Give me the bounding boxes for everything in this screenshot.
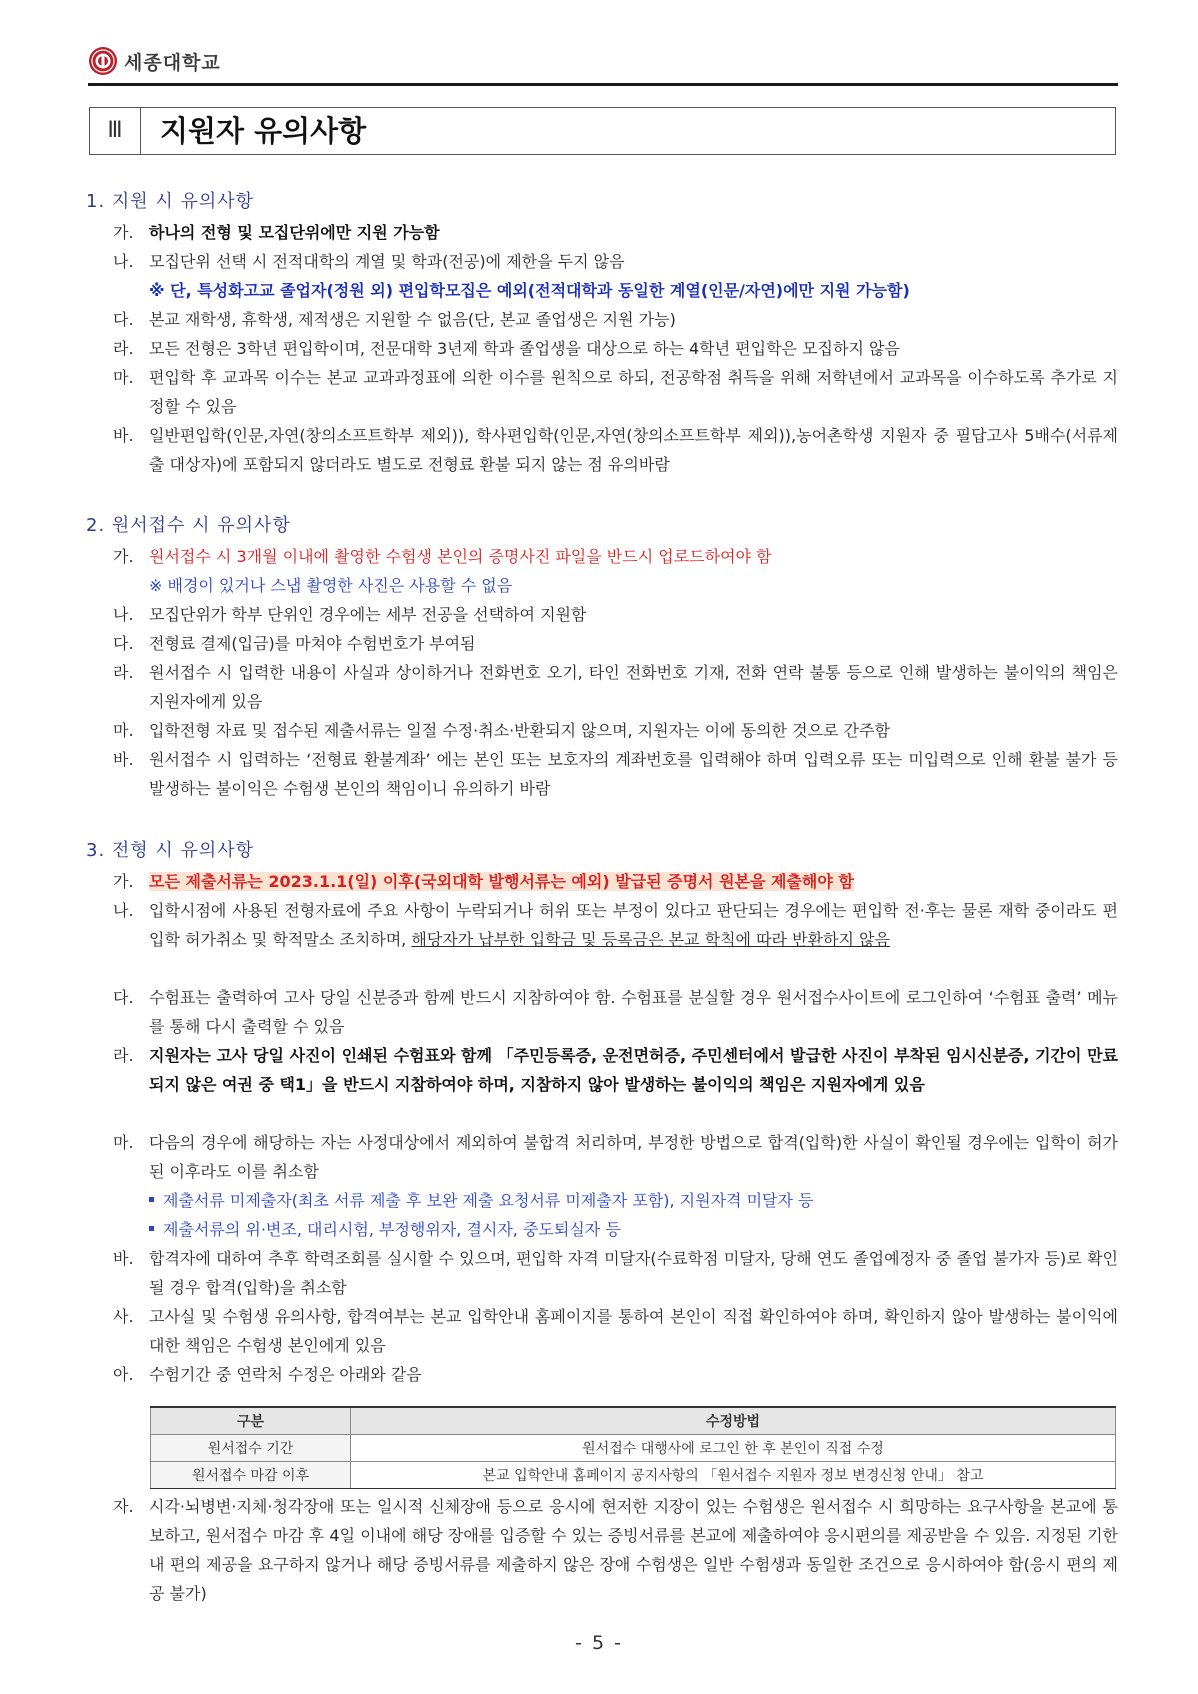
s3-item-ja [113, 1492, 1118, 1608]
underlined-text: 해당자가 납부한 입학금 및 등록금은 본교 학칙에 따라 반환하지 않음 [411, 930, 890, 949]
s3-item-ba [113, 1244, 1118, 1302]
item-text: 입학전형 자료 및 접수된 제출서류는 일절 수정·취소·반환되지 않으며, 지원자는 이에 동의한 것으로 간주함 [149, 721, 890, 740]
s3-item-na [113, 896, 1118, 954]
item-marker: 사. [113, 1307, 134, 1326]
bullet-text: 제출서류의 위·변조, 대리시험, 부정행위자, 결시자, 중도퇴실자 등 [163, 1220, 621, 1239]
item-marker: 아. [113, 1365, 134, 1384]
item-marker: 라. [113, 1046, 134, 1065]
s3-item-da [113, 983, 1118, 1041]
s3-item-ga [113, 867, 1118, 896]
s1-item-ga [113, 218, 1118, 247]
item-marker: 라. [113, 663, 134, 682]
item-marker: 다. [113, 310, 134, 329]
item-text: 원서접수 시 입력하는 ‘전형료 환불계좌’ 에는 본인 또는 보호자의 계좌번호를 입력해야 하며 입력오류 또는 미입력으로 인해 환불 불가 등 발생하는 불이익은 수험생 본인의 책임이니 유의하기 바람 [149, 750, 1118, 798]
item-marker: 나. [113, 605, 134, 624]
table-cell: 원서접수 대행사에 로그인 한 후 본인이 직접 수정 [351, 1435, 1116, 1462]
item-text: 원서접수 시 입력한 내용이 사실과 상이하거나 전화번호 오기, 타인 전화번호 기재, 전화 연락 불통 등으로 인해 발생하는 불이익의 책임은 지원자에게 있음 [149, 663, 1118, 711]
item-text: 일반편입학(인문,자연(창의소프트학부 제외)), 학사편입학(인문,자연(창의소프트학부 제외)),농어촌학생 지원자 중 필답고사 5배수(서류제출 대상자)에 포함되지 않더라도 별도로 전형료 환불 되지 않는 점 유의바람 [149, 426, 1118, 474]
table-header: 구분 [151, 1407, 351, 1435]
item-text: 하나의 전형 및 모집단위에만 지원 가능함 [149, 223, 440, 242]
s1-item-ma [113, 363, 1118, 421]
item-marker: 자. [113, 1497, 134, 1516]
item-marker: 다. [113, 988, 134, 1007]
highlighted-text: 모든 제출서류는 2023.1.1(일) 이후(국외대학 발행서류는 예외) 발급된 증명서 원본을 제출해야 함 [149, 872, 854, 891]
table-header-row [151, 1407, 1116, 1435]
s3-item-sa [113, 1302, 1118, 1360]
s2-item-ra [113, 658, 1118, 716]
item-marker: 가. [113, 223, 134, 242]
bullet-square-icon [149, 1226, 154, 1231]
s1-item-ra [113, 334, 1118, 363]
s2-item-na [113, 600, 1118, 629]
s3-bullet-1 [149, 1186, 813, 1215]
item-text: 모집단위 선택 시 전적대학의 계열 및 학과(전공)에 제한을 두지 않음 [149, 252, 625, 271]
s3-bullet-2 [149, 1215, 621, 1244]
bullet-square-icon [149, 1197, 154, 1202]
item-marker: 라. [113, 339, 134, 358]
section-title-box [89, 107, 1116, 155]
s3-item-ra [113, 1041, 1118, 1099]
item-text: 고사실 및 수험생 유의사항, 합격여부는 본교 입학안내 홈페이지를 통하여 본인이 직접 확인하여야 하며, 확인하지 않아 발생하는 불이익에 대한 책임은 수험생 본인에게 있음 [149, 1307, 1118, 1355]
item-text: 지원자는 고사 당일 사진이 인쇄된 수험표와 함께 「주민등록증, 운전면허증, 주민센터에서 발급한 사진이 부착된 임시신분증, 기간이 만료되지 않은 여권 중 택1」을 반드시 지참하여야 하며, 지참하지 않아 발생하는 불이익의 책임은 지원자에게 있음 [149, 1046, 1118, 1094]
page-number: - 5 - [575, 1632, 623, 1654]
university-seal-icon [88, 46, 118, 76]
item-text: 본교 재학생, 휴학생, 제적생은 지원할 수 없음(단, 본교 졸업생은 지원 가능) [149, 310, 676, 329]
s1-item-da [113, 305, 1118, 334]
item-marker: 마. [113, 721, 134, 740]
bullet-text: 제출서류 미제출자(최초 서류 제출 후 보완 제출 요청서류 미제출자 포함), 지원자격 미달자 등 [163, 1191, 814, 1210]
item-marker: 가. [113, 872, 134, 891]
item-text: 수험표는 출력하여 고사 당일 신분증과 함께 반드시 지참하여야 함. 수험표를 분실할 경우 원서접수사이트에 로그인하여 ‘수험표 출력’ 메뉴를 통해 다시 출력할 수 있음 [149, 988, 1118, 1036]
item-marker: 바. [113, 1249, 134, 1268]
s2-item-da [113, 629, 1118, 658]
table-cell: 원서접수 기간 [151, 1435, 351, 1462]
item-text: 입학시점에 사용된 전형자료에 주요 사항이 누락되거나 허위 또는 부정이 있다고 판단되는 경우에는 편입학 전·후는 물론 재학 중이라도 편입학 허가취소 및 학적말소 조치하며, [149, 901, 1118, 949]
s2-item-ma [113, 716, 1118, 745]
heading-3: 3. 전형 시 유의사항 [86, 840, 255, 861]
table-row [151, 1435, 1116, 1462]
table-row [151, 1462, 1116, 1489]
s1-item-ba [113, 421, 1118, 479]
item-text: 다음의 경우에 해당하는 자는 사정대상에서 제외하여 불합격 처리하며, 부정한 방법으로 합격(입학)한 사실이 확인될 경우에는 입학이 허가된 이후라도 이를 취소함 [149, 1133, 1118, 1181]
item-marker: 나. [113, 901, 134, 920]
item-text: 편입학 후 교과목 이수는 본교 교과과정표에 의한 이수를 원칙으로 하되, 전공학점 취득을 위해 저학년에서 교과목을 이수하도록 추가로 지정할 수 있음 [149, 368, 1118, 416]
item-text: 전형료 결제(입금)를 마쳐야 수험번호가 부여됨 [149, 634, 476, 653]
item-marker: 다. [113, 634, 134, 653]
heading-1: 1. 지원 시 유의사항 [86, 191, 255, 212]
contact-change-table [150, 1406, 1116, 1489]
s2-note: ※ 배경이 있거나 스냅 촬영한 사진은 사용할 수 없음 [149, 576, 513, 595]
item-marker: 바. [113, 750, 134, 769]
item-marker: 마. [113, 1133, 134, 1152]
item-marker: 가. [113, 547, 134, 566]
item-marker: 나. [113, 252, 134, 271]
page-header [88, 42, 1118, 82]
table-cell: 원서접수 마감 이후 [151, 1462, 351, 1489]
item-marker: 바. [113, 426, 134, 445]
s2-item-ga [113, 542, 1118, 571]
table-header: 수정방법 [351, 1407, 1116, 1435]
item-text: 모집단위가 학부 단위인 경우에는 세부 전공을 선택하여 지원함 [149, 605, 587, 624]
s3-item-ma [113, 1128, 1118, 1186]
item-text: 시각·뇌병변·지체·청각장애 또는 일시적 신체장애 등으로 응시에 현저한 지장이 있는 수험생은 원서접수 시 희망하는 요구사항을 본교에 통보하고, 원서접수 마감 후 4일 이내에 해당 장애를 입증할 수 있는 증빙서류를 본교에 제출하여야 응시편의를 제공받을 수 있음. 지정된 기한 내 편의 제공을 요구하지 않거나 해당 증빙서류를 제출하지 않은 장애 수험생은 일반 수험생과 동일한 조건으로 응시하여야 함(응시 편의 제공 불가) [149, 1497, 1118, 1603]
item-text: 모든 전형은 3학년 편입학이며, 전문대학 3년제 학과 졸업생을 대상으로 하는 4학년 편입학은 모집하지 않음 [149, 339, 900, 358]
university-name: 세종대학교 [124, 52, 221, 74]
item-text: 합격자에 대하여 추후 학력조회를 실시할 수 있으며, 편입학 자격 미달자(수료학점 미달자, 당해 연도 졸업예정자 중 졸업 불가자 등)로 확인될 경우 합격(입학)을 취소함 [149, 1249, 1118, 1297]
item-text: 원서접수 시 3개월 이내에 촬영한 수험생 본인의 증명사진 파일을 반드시 업로드하여야 함 [149, 547, 772, 566]
table-cell: 본교 입학안내 홈페이지 공지사항의 「원서접수 지원자 정보 변경신청 안내」 참고 [351, 1462, 1116, 1489]
heading-2: 2. 원서접수 시 유의사항 [86, 515, 291, 536]
s1-item-na [113, 247, 1118, 276]
item-text: 수험기간 중 연락처 수정은 아래와 같음 [149, 1365, 422, 1384]
s2-item-ba [113, 745, 1118, 803]
section-number: Ⅲ [90, 108, 141, 154]
s1-note: ※ 단, 특성화고교 졸업자(정원 외) 편입학모집은 예외(전적대학과 동일한 계열(인문/자연)에만 지원 가능함) [149, 281, 910, 300]
header-rule [88, 83, 1118, 86]
item-marker: 마. [113, 368, 134, 387]
section-title: 지원자 유의사항 [160, 114, 367, 148]
s3-item-a [113, 1360, 1118, 1389]
